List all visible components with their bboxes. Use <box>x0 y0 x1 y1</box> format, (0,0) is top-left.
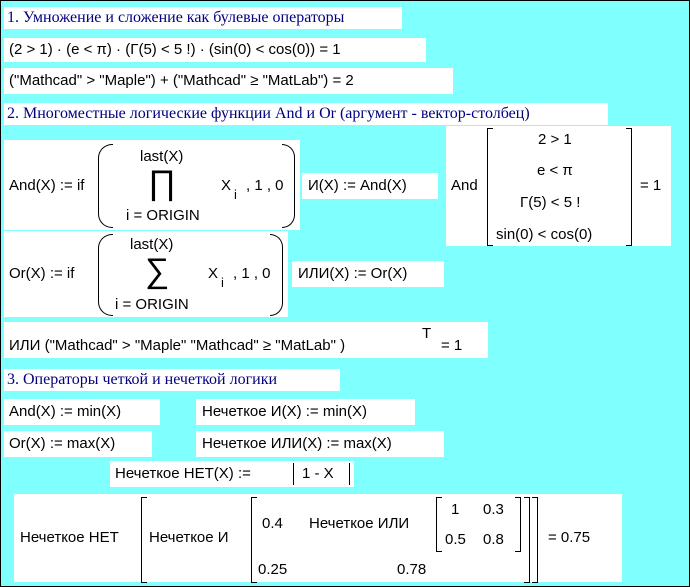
or-def-paren-right <box>270 234 283 316</box>
vector-item-3: Γ(5) < 5 ! <box>520 194 581 211</box>
and-def-paren-left <box>98 144 113 228</box>
final-m21: 0.5 <box>445 531 466 548</box>
product-icon: ∏ <box>148 164 176 202</box>
vector-item-4: sin(0) < cos(0) <box>496 226 593 243</box>
final-a21: 0.25 <box>258 561 288 578</box>
and-def-bottom: i = ORIGIN <box>126 207 200 224</box>
vector-bracket-right <box>626 128 632 246</box>
fuzzy-and-text: Нечеткое И(X) := min(X) <box>202 403 367 420</box>
and-call-result: = 1 <box>640 177 662 194</box>
i-def-text: И(X) := And(X) <box>308 177 407 194</box>
final-a11: 0.4 <box>262 515 283 532</box>
final-and-label: Нечеткое И <box>149 529 229 546</box>
and-min-text: And(X) := min(X) <box>9 403 122 420</box>
ili-call-text: ИЛИ ("Mathcad" > "Maple" "Mathcad" ≥ "MatLab" ) <box>9 337 346 354</box>
and-def-sub: i <box>234 187 237 202</box>
final-a22: 0.78 <box>397 561 427 578</box>
final-bracket-mid-left <box>251 497 257 583</box>
and-def-top: last(X) <box>140 148 184 165</box>
or-max-text: Or(X) := max(X) <box>9 435 116 452</box>
or-def-top: last(X) <box>130 236 174 253</box>
fuzzy-not-expr: 1 - X <box>302 465 334 482</box>
ili-call-transpose: T <box>422 325 432 342</box>
expr1-text: (2 > 1) · (e < π) · (Γ(5) < 5 !) · (sin(0) < cos(0)) = 1 <box>9 41 341 58</box>
and-def-paren-right <box>282 144 295 228</box>
section2-header: 2. Многоместные логические функции And и Or (аргумент - вектор-столбец) <box>7 105 530 122</box>
or-def-paren-left <box>98 234 113 316</box>
vector-item-1: 2 > 1 <box>538 131 572 148</box>
expr2-text: ("Mathcad" > "Maple") + ("Mathcad" ≥ "MatLab") = 2 <box>9 72 354 89</box>
section1-header: 1. Умножение и сложение как булевые операторы <box>7 9 345 26</box>
abs-bar-left <box>293 463 294 485</box>
final-m11: 1 <box>451 501 460 518</box>
final-m22: 0.8 <box>483 531 504 548</box>
vector-bracket-left <box>487 128 493 246</box>
fuzzy-or-text: Нечеткое ИЛИ(X) := max(X) <box>202 435 392 452</box>
ili-call-result: = 1 <box>441 337 463 354</box>
or-def-term: X <box>208 265 219 282</box>
and-def-lhs: And(X) := if <box>9 177 85 194</box>
abs-bar-right <box>349 463 350 485</box>
or-def-lhs: Or(X) := if <box>9 265 75 282</box>
final-m12: 0.3 <box>483 501 504 518</box>
vector-item-2: e < π <box>537 162 573 179</box>
or-def-bottom: i = ORIGIN <box>115 296 189 313</box>
final-result: = 0.75 <box>548 529 591 546</box>
section3-header: 3. Операторы четкой и нечеткой логики <box>7 371 278 388</box>
or-def-tail: , 1 , 0 <box>233 265 271 282</box>
final-bracket-inner-right <box>515 497 521 552</box>
fuzzy-not-text: Нечеткое НЕТ(X) := <box>115 465 251 482</box>
and-def-tail: , 1 , 0 <box>246 177 284 194</box>
and-def-term: X <box>221 177 232 194</box>
ili-def-text: ИЛИ(X) := Or(X) <box>298 265 408 282</box>
and-call-lhs: And <box>451 177 478 194</box>
or-def-sub: i <box>221 275 224 290</box>
final-bracket-inner-left <box>436 497 442 552</box>
sum-icon: ∑ <box>145 252 170 290</box>
final-bracket-outer-left <box>141 497 147 583</box>
final-bracket-mid-right <box>524 497 530 583</box>
final-not-label: Нечеткое НЕТ <box>20 529 119 546</box>
final-or-label: Нечеткое ИЛИ <box>309 515 410 532</box>
final-bracket-outer-right <box>532 497 538 583</box>
